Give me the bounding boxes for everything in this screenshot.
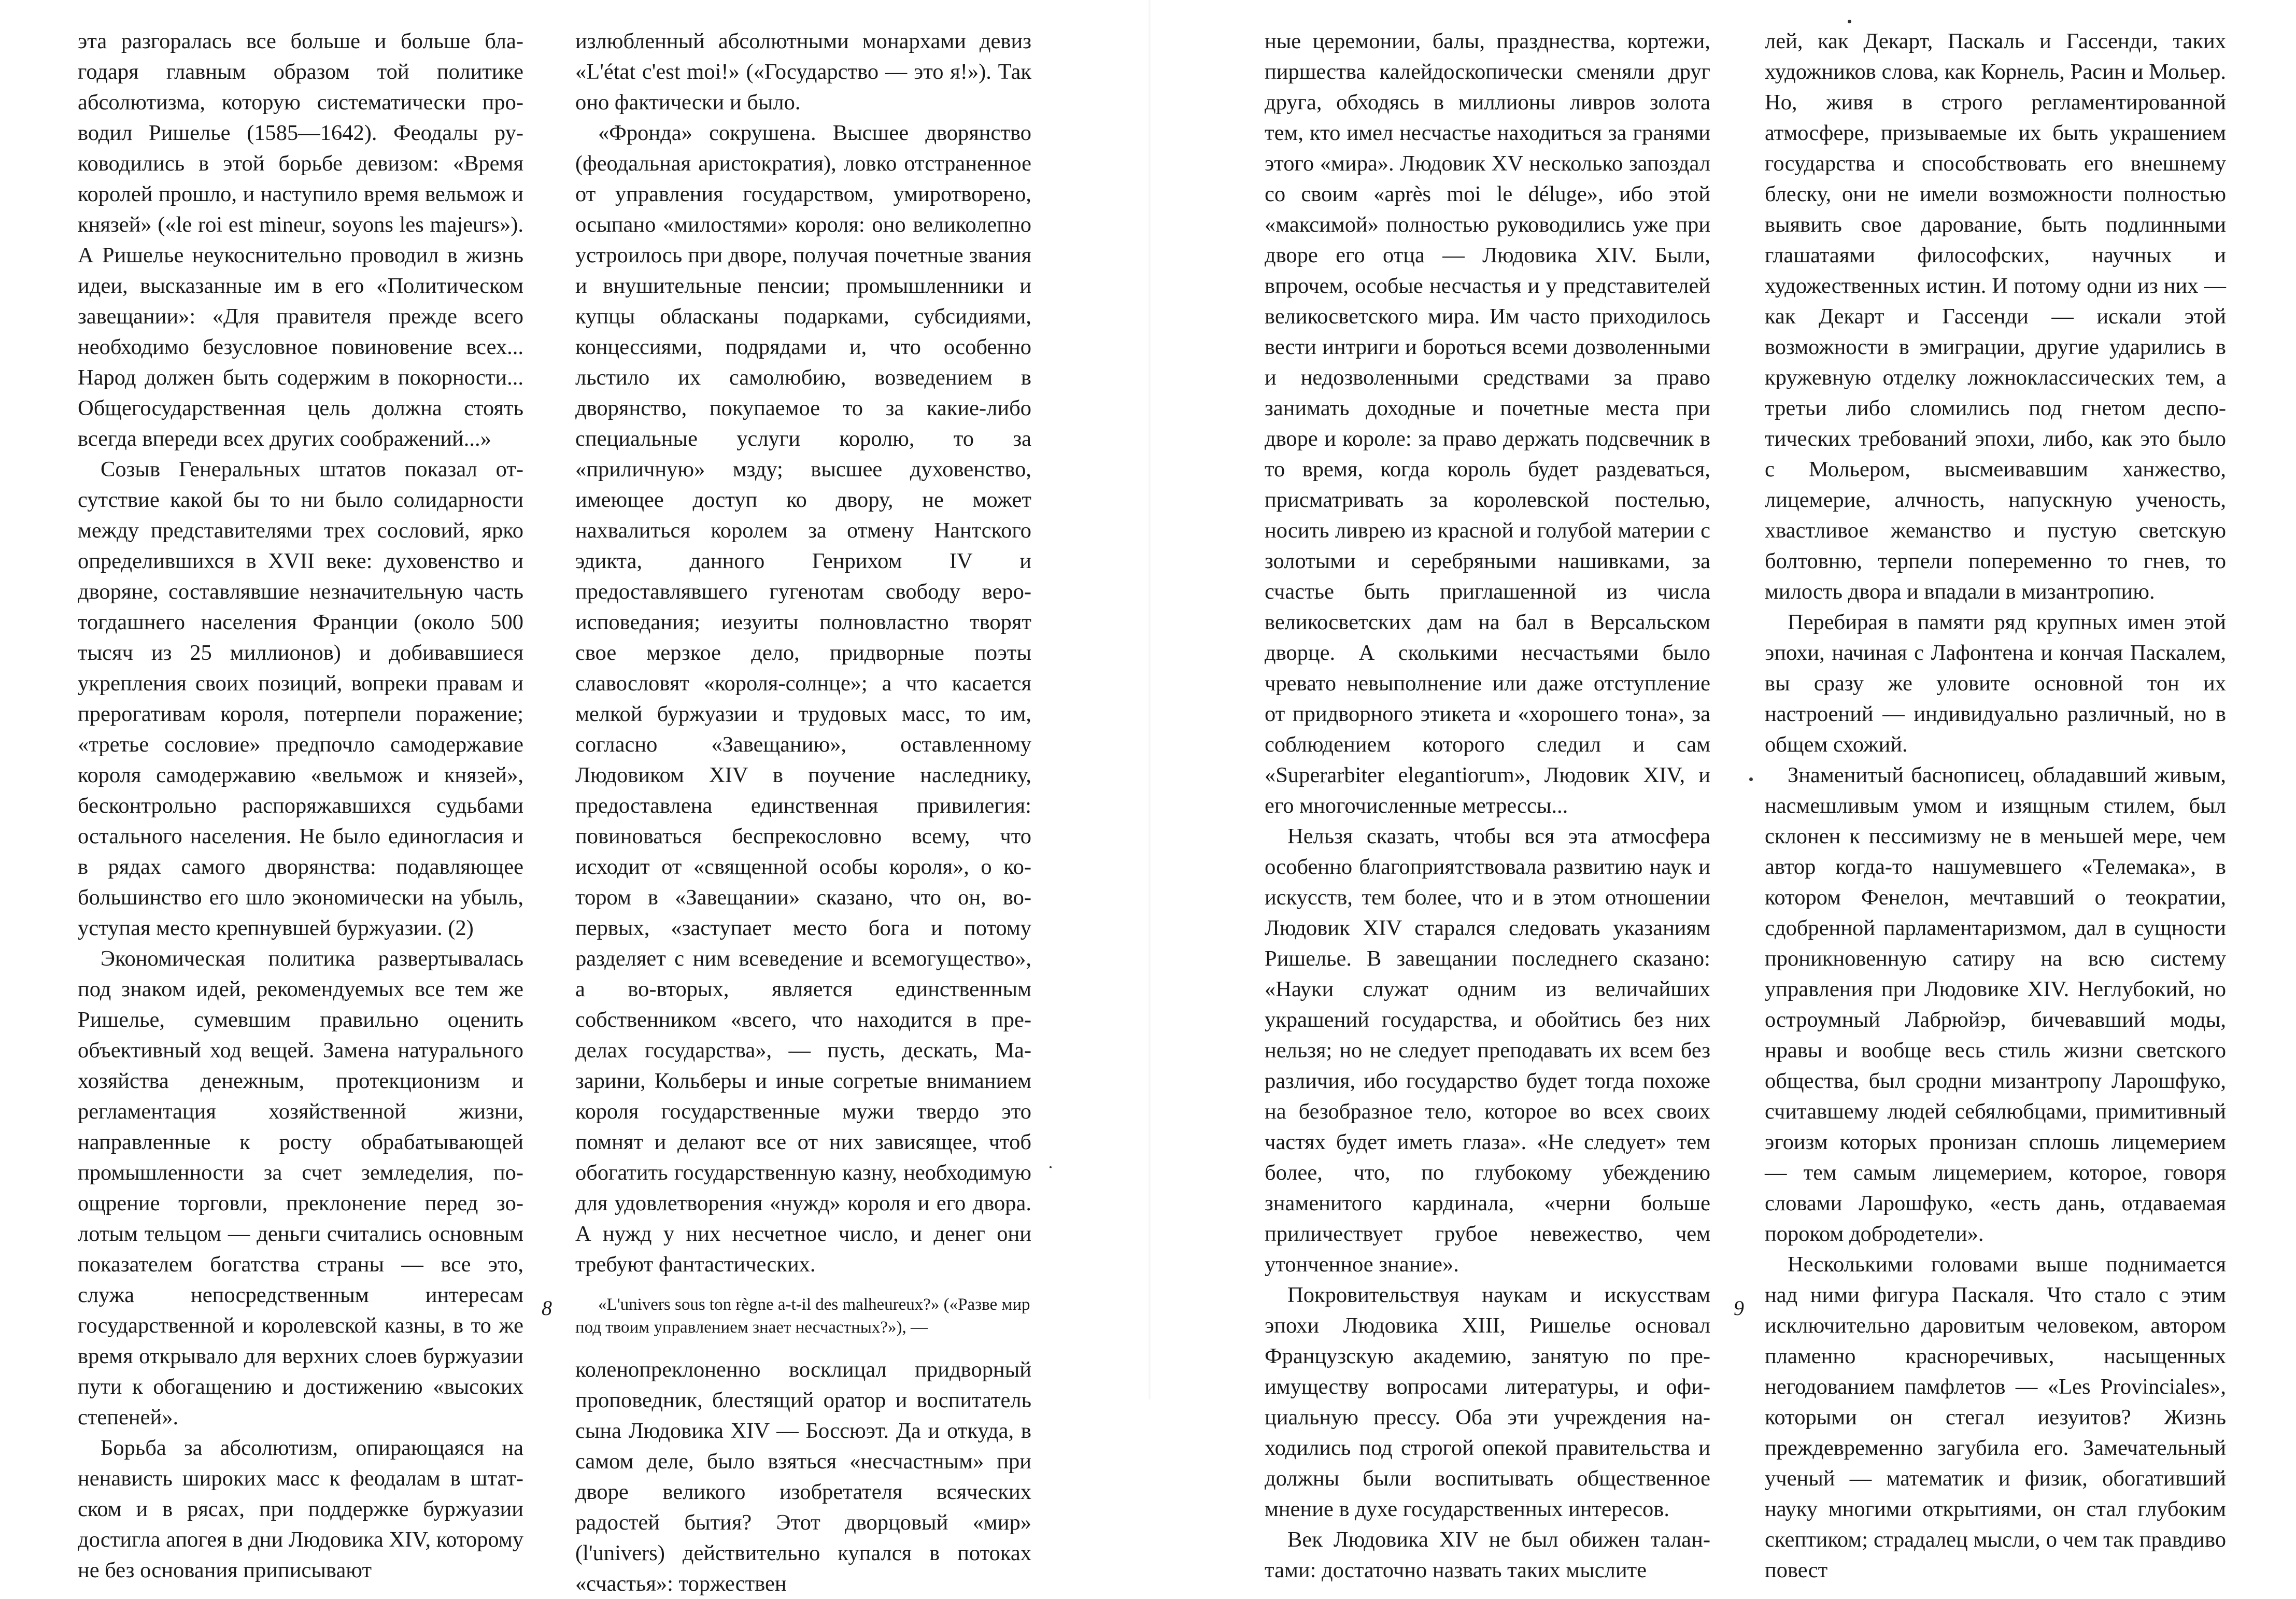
print-speck [1848, 20, 1851, 23]
print-speck [1749, 777, 1753, 781]
left-page-column-2 [575, 26, 1031, 1599]
paragraph: Знаменитый баснописец, обладавший живым, насмешливым умом и изящным стилем, был склонен к пессимизму не в меньшей мере, чем автор когда-то нашумевшего «Телемака», в котором Фенелон, мечтавший о теократии, сдобренной парламентаризмом, дал в сущности проникновенную сатиру на всю систему управления при Людовике XIV. Неглубокий, но остроумный Лабрюйэр, бичевавший моды, нравы и вообще весь стиль жизни светского общества, был сродни мизантропу Ларошфуко, считавшему людей себялюбцами, примитивный эгоизм которых пронизан сплошь лицемерием — тем самым лицемерием, которое, говоря словами Ларошфуко, «есть дань, отдаваемая пороком добродетели». [1765, 763, 2226, 1246]
paragraph: Созыв Генеральных штатов показал отсутствие какой бы то ни было солидарности между представителями трех сословий, ярко определившихся в XVII веке: духовенство и дворяне, составлявшие незначительную часть тогдашнего населения Франции (около 500 тысяч из 25 миллионов) и добивавшиеся укрепления своих позиций, вопреки правам и прерогативам короля, потерпели поражение; «третье сословие» предпочло самодержавие короля самодержавию «вельмож и князей», бесконтрольно распоряжавшихся судьбами остального населения. Не было единогласия и в рядах самого дворянства: подавляющее большинство его шло экономически на убыль, уступая место крепнувшей буржуазии. (2) [78, 457, 523, 940]
paragraph: лей, как Декарт, Паскаль и Гассенди, таких художников слова, как Корнель, Расин и Мольер. Но, живя в строго регламентированной атмосфере, призываемые их быть украшением государства и способствовать его внешнему блеску, они не имели возможности полностью выявить свое дарование, быть подлинными глашатаями философских, научных и художественных истин. И потому одни из них — как Декарт и Гассенди — искали этой возможности в эмиграции, другие ударились в кружевную отделку ложноклассических тем, а третьи либо сломились под гнетом деспотических требований эпохи, либо, как это было с Мольером, высмеивавшим ханжество, лицемерие, алчность, напускную ученость, хвастливое жеманство и пустую светскую болтовню, терпели попеременно то гнев, то милость двора и впадали в мизантропию. [1765, 29, 2226, 604]
left-page-column-1 [78, 26, 523, 1586]
paragraph: Нельзя сказать, чтобы вся эта атмосфера особенно благоприятствовала развитию наук и искусств, тем более, что и в этом отношении Людовик XIV старался следовать указаниям Ришелье. В завещании последнего сказано: «Науки служат одним из величайших украшений государства, и обойтись без них нельзя; но не следует преподавать их всем без различия, ибо государство будет тогда похоже на безобразное тело, которое во всех своих частях будет иметь глаза». «Не следует» тем более, что, по глубокому убеждению знаменитого кардинала, «черни больше приличествует грубое невежество, чем утонченное знание». [1265, 824, 1710, 1277]
print-speck [1050, 1166, 1052, 1168]
paragraph: Перебирая в памяти ряд крупных имен этой эпохи, начиная с Лафонтена и кончая Паскалем, вы сразу же уловите основной тон их настроений — индивидуально различный, но в общем схожий. [1765, 610, 2226, 757]
book-gutter [1148, 0, 1151, 1399]
paragraph: эта разгоралась все больше и больше благодаря главным образом той политике абсолютизма, которую систематически проводил Ришелье (1585—1642). Феодалы руководились в этой борьбе девизом: «Время королей прошло, и наступило время вельмож и князей» («le roi est mineur, soyons les majeurs»). А Ришелье неукоснительно проводил в жизнь идеи, высказанные им в его «Политическом завещании»: «Для правителя прежде всего необходимо безусловное повиновение всех... Народ должен быть содержим в покорности... Общегосударственная цель должна стоять всегда впереди всех других соображений...» [78, 29, 523, 451]
paragraph: Покровительствуя наукам и искусствам эпохи Людовика XIII, Ришелье основал Французскую академию, занятую по преимуществу вопросами литературы, и официальную прессу. Оба эти учреждения находились под строгой опекой правительства и должны были воспитывать общественное мнение в духе государственных интересов. [1265, 1283, 1710, 1521]
paragraph: Борьба за абсолютизм, опирающаяся на ненависть широких масс к феодалам в штатском и в рясах, при поддержке буржуазии достигла апогея в дни Людовика XIV, которому не без основания приписывают [78, 1436, 523, 1582]
paragraph: коленопреклоненно восклицал придворный проповедник, блестящий оратор и воспитатель сына Людовика XIV — Боссюэт. Да и откуда, в самом деле, было взяться «несчастным» при дворе великого изобретателя всяческих радостей бытия? Этот дворцовый «мир» (l'univers) действительно купался в потоках «счастья»: торжествен [575, 1357, 1031, 1596]
block-quote: «L'univers sous ton règne a-t-il des malheureux?» («Разве мир под твоим управлением знает несчастных?»), — [575, 1295, 1030, 1337]
right-page-column-2 [1765, 26, 2226, 1586]
paragraph: излюбленный абсолютными монархами девиз «L'état c'est moi!» («Государство — это я!»). Так оно фактически и было. [575, 29, 1031, 115]
paragraph: ные церемонии, балы, празднества, кортежи, пиршества калейдоскопически сменяли друг друга, обходясь в миллионы ливров золота тем, кто имел несчастье находиться за гранями этого «мира». Людовик XV несколько запоздал со своим «après moi le déluge», ибо этой «максимой» полностью руководились уже при дворе его отца — Людовика XIV. Были, впрочем, особые несчастья и у представителей великосветского мира. Им часто приходилось вести интриги и бороться всеми дозволенными и недозволенными средствами за право занимать доходные и почетные места при дворе и короле: за право держать подсвечник в то время, когда король будет раздеваться, присматривать за королевской постелью, носить ливрею из красной и голубой материи с золотыми и серебряными нашивками, за счастье быть приглашенной из числа великосветских дам на бал в Версальском дворце. А сколькими несчастьями было чревато невыполнение или даже отступление от придворного этикета и «хорошего тона», за соблюдением которого следил и сам «Superarbiter elegantiorum», Людовик XIV, и его многочисленные метрессы... [1265, 29, 1710, 818]
paragraph: «Фронда» сокрушена. Высшее дворянство (феодальная аристократия), ловко отстраненное от управления государством, умиротворено, осыпано «милостями» короля: оно великолепно устроилось при дворе, получая почетные звания и внушительные пенсии; промышленники и купцы обласканы подарками, субсидиями, концессиями, подрядами и, что особенно льстило их самолюбию, возведением в дворянство, покупаемое то за какие-либо специальные услуги королю, то за «приличную» мзду; высшее духовенство, имеющее доступ ко двору, не может нахвалиться королем за отмену Нантского эдикта, данного Генрихом IV и предоставлявшего гугенотам свободу вероисповедания; иезуиты полновластно творят свое мерзкое дело, придворные поэты славословят «короля-солнце»; а что касается мелкой буржуазии и трудовых масс, то им, согласно «Завещанию», оставленному Людовиком XIV в поучение наследнику, предоставлена единственная привилегия: повиноваться беспрекословно всему, что исходит от «священной особы короля», о котором в «Завещании» сказано, что он, во-первых, «заступает место бога и потому разделяет с ним всеведение и всемогущество», а во-вторых, является единственным собственником «всего, что находится в пределах государства», — пусть, дескать, Мазарини, Кольберы и иные согретые вниманием короля государственные мужи твердо это помнят и делают все от них зависящее, чтоб обогатить государственную казну, необходимую для удовлетворения «нужд» короля и его двора. А нужд у них несчетное число, и денег они требуют фантастических. [575, 121, 1031, 1277]
right-page-column-1 [1265, 26, 1710, 1586]
paragraph: Несколькими головами выше поднимается над ними фигура Паскаля. Что стало с этим исключительно даровитым человеком, автором пламенно красноречивых, насыщенных негодованием памфлетов — «Les Provinciales», которыми он стегал иезуитов? Жизнь преждевременно загубила его. Замечательный ученый — математик и физик, обогативший науку многими открытиями, он стал глубоким скептиком; страдалец мысли, о чем так правдиво повест [1765, 1252, 2226, 1582]
page-number-left: 8 [542, 1296, 552, 1320]
paragraph: Век Людовика XIV не был обижен талантами: достаточно назвать таких мыслите [1265, 1527, 1710, 1582]
page-number-right: 9 [1734, 1296, 1744, 1320]
paragraph: Экономическая политика развертывалась под знаком идей, рекомендуемых все тем же Ришелье, сумевшим правильно оценить объективный ход вещей. Замена натурального хозяйства денежным, протекционизм и регламентация хозяйственной жизни, направленные к росту обрабатывающей промышленности за счет земледелия, поощрение торговли, преклонение перед золотым тельцом — деньги считались основным показателем богатства страны — все это, служа непосредственным интересам государственной и королевской казны, в то же время открывало для верхних слоев буржуазии пути к обогащению и достижению «высоких степеней». [78, 946, 523, 1430]
